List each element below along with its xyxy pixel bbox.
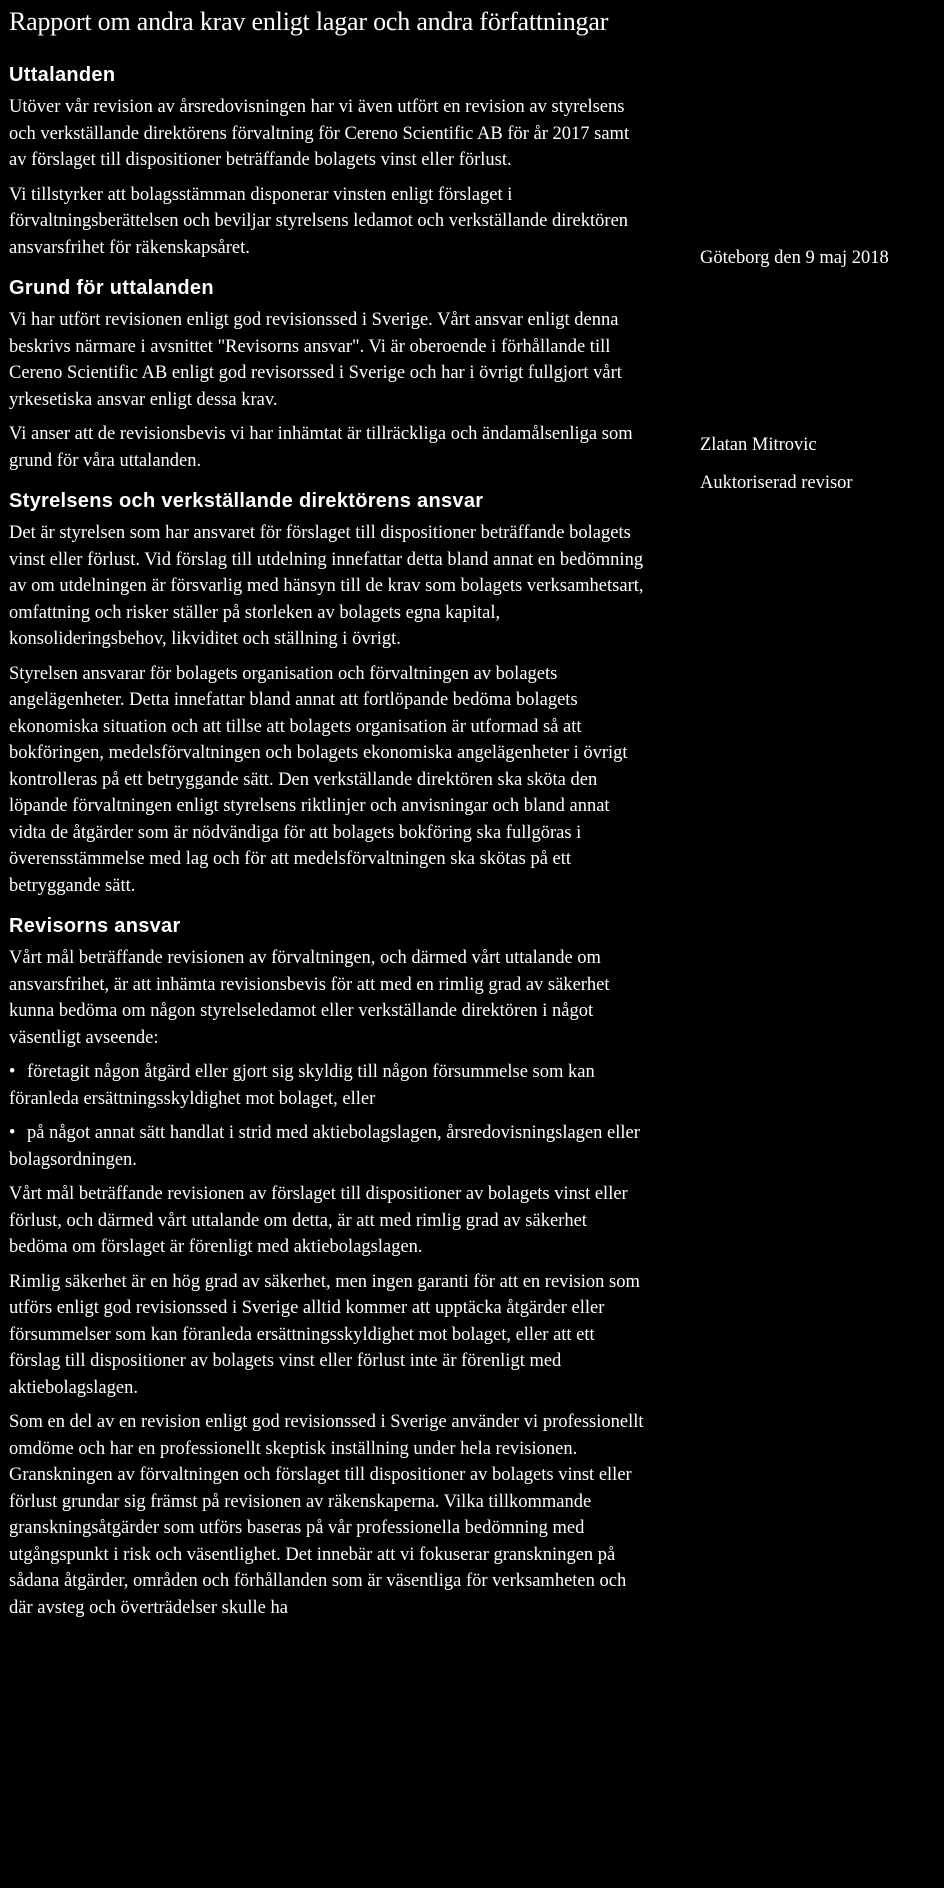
- main-column: [9, 6, 649, 1635]
- paragraph: Styrelsen ansvarar för bolagets organisation och förvaltningen av bolagets angelägenheter. Detta innefattar bland annat att fortlöpande bedöma bolagets ekonomiska situation och att tillse att bolagets organisation är utformad så att bokföringen, medelsförvaltningen och bolagets ekonomiska angelägenheter i övrigt kontrolleras på ett betryggande sätt. Den verkställande direktören ska sköta den löpande förvaltningen enligt styrelsens riktlinjer och anvisningar och bland annat vidta de åtgärder som är nödvändiga för att bolagets bokföring ska fullgöras i överensstämmelse med lag och för att medelsförvaltningen ska skötas på ett betryggande sätt.: [9, 663, 628, 896]
- paragraph: Vårt mål beträffande revisionen av förvaltningen, och därmed vårt uttalande om ansvarsfrihet, är att inhämta revisionsbevis för att med en rimlig grad av säkerhet kunna bedöma om någon styrelseledamot eller verkställande direktören i något väsentligt avseende:: [9, 948, 610, 1048]
- list-item-text: företagit någon åtgärd eller gjort sig skyldig till någon försummelse som kan föranleda ersättningsskyldighet mot bolaget, eller: [9, 1062, 595, 1109]
- section-styrelsens-ansvar: [9, 488, 649, 899]
- paragraph: Vi har utfört revisionen enligt god revisionssed i Sverige. Vårt ansvar enligt denna beskrivs närmare i avsnittet "Revisorns ansvar". Vi är oberoende i förhållande till Cereno Scientific AB enligt god revisorssed i Sverige och har i övrigt fullgjort vårt yrkesetiska ansvar enligt dessa krav.: [9, 310, 622, 410]
- paragraph: Utöver vår revision av årsredovisningen har vi även utfört en revision av styrelsens och verkställande direktörens förvaltning för Cereno Scientific AB för år 2017 samt av förslaget till dispositioner beträffande bolagets vinst eller förlust.: [9, 97, 630, 170]
- paragraph: Vi tillstyrker att bolagsstämman disponerar vinsten enligt förslaget i förvaltningsberättelsen och beviljar styrelsens ledamot och verkställande direktören ansvarsfrihet för räkenskapsåret.: [9, 184, 629, 258]
- bullet-icon: •: [9, 1123, 16, 1143]
- section-heading-uttalanden: Uttalanden: [9, 64, 116, 86]
- paragraph: Som en del av en revision enligt god revisionssed i Sverige använder vi professionellt omdöme och har en professionellt skeptisk inställning under hela revisionen. Granskningen av förvaltningen och förslaget till dispositioner av bolagets vinst eller förlust grundar sig främst på revisionen av räkenskaperna. Vilka tillkommande granskningsåtgärder som utförs baseras på vår professionella bedömning med utgångspunkt i risk och väsentlighet. Det innebär att vi fokuserar granskningen på sådana åtgärder, områden och förhållanden som är väsentliga för verksamheten och där avsteg och överträdelser skulle ha: [9, 1412, 644, 1618]
- section-heading-revisorns-ansvar: Revisorns ansvar: [9, 915, 181, 937]
- signature-role: Auktoriserad revisor: [700, 473, 853, 493]
- paragraph: Vårt mål beträffande revisionen av förslaget till dispositioner av bolagets vinst eller förlust, och därmed vårt uttalande om detta, är att med rimlig grad av säkerhet bedöma om förslaget är förenligt med aktiebolagslagen.: [9, 1184, 628, 1257]
- section-revisorns-ansvar: [9, 913, 649, 1621]
- bullet-list: [9, 1059, 649, 1173]
- list-item: [9, 1120, 649, 1173]
- paragraph: Det är styrelsen som har ansvaret för förslaget till dispositioner beträffande bolagets vinst eller förlust. Vid förslag till utdelning innefattar detta bland annat en bedömning av om utdelningen är försvarlig med hänsyn till de krav som bolagets verksamhetsart, omfattning och risker ställer på storleken av bolagets egna kapital, konsolideringsbehov, likviditet och ställning i övrigt.: [9, 523, 644, 649]
- signature-place-date: Göteborg den 9 maj 2018: [700, 248, 889, 268]
- list-item-text: på något annat sätt handlat i strid med aktiebolagslagen, årsredovisningslagen eller bolagsordningen.: [9, 1123, 640, 1170]
- bullet-icon: •: [9, 1062, 16, 1082]
- signature-name: Zlatan Mitrovic: [700, 435, 817, 455]
- section-heading-grund: Grund för uttalanden: [9, 277, 214, 299]
- section-grund: [9, 275, 649, 474]
- section-heading-styrelsens-ansvar: Styrelsens och verkställande direktörens ansvar: [9, 490, 484, 512]
- paragraph: Vi anser att de revisionsbevis vi har inhämtat är tillräckliga och ändamålsenliga som grund för våra uttalanden.: [9, 424, 633, 471]
- paragraph: Rimlig säkerhet är en hög grad av säkerhet, men ingen garanti för att en revision som utförs enligt god revisionssed i Sverige alltid kommer att upptäcka åtgärder eller försummelser som kan föranleda ersättningsskyldighet mot bolaget, eller att ett förslag till dispositioner av bolagets vinst eller förlust inte är förenligt med aktiebolagslagen.: [9, 1271, 640, 1398]
- report-title: Rapport om andra krav enligt lagar och andra författningar: [9, 7, 609, 36]
- section-uttalanden: [9, 62, 649, 261]
- list-item: [9, 1059, 649, 1112]
